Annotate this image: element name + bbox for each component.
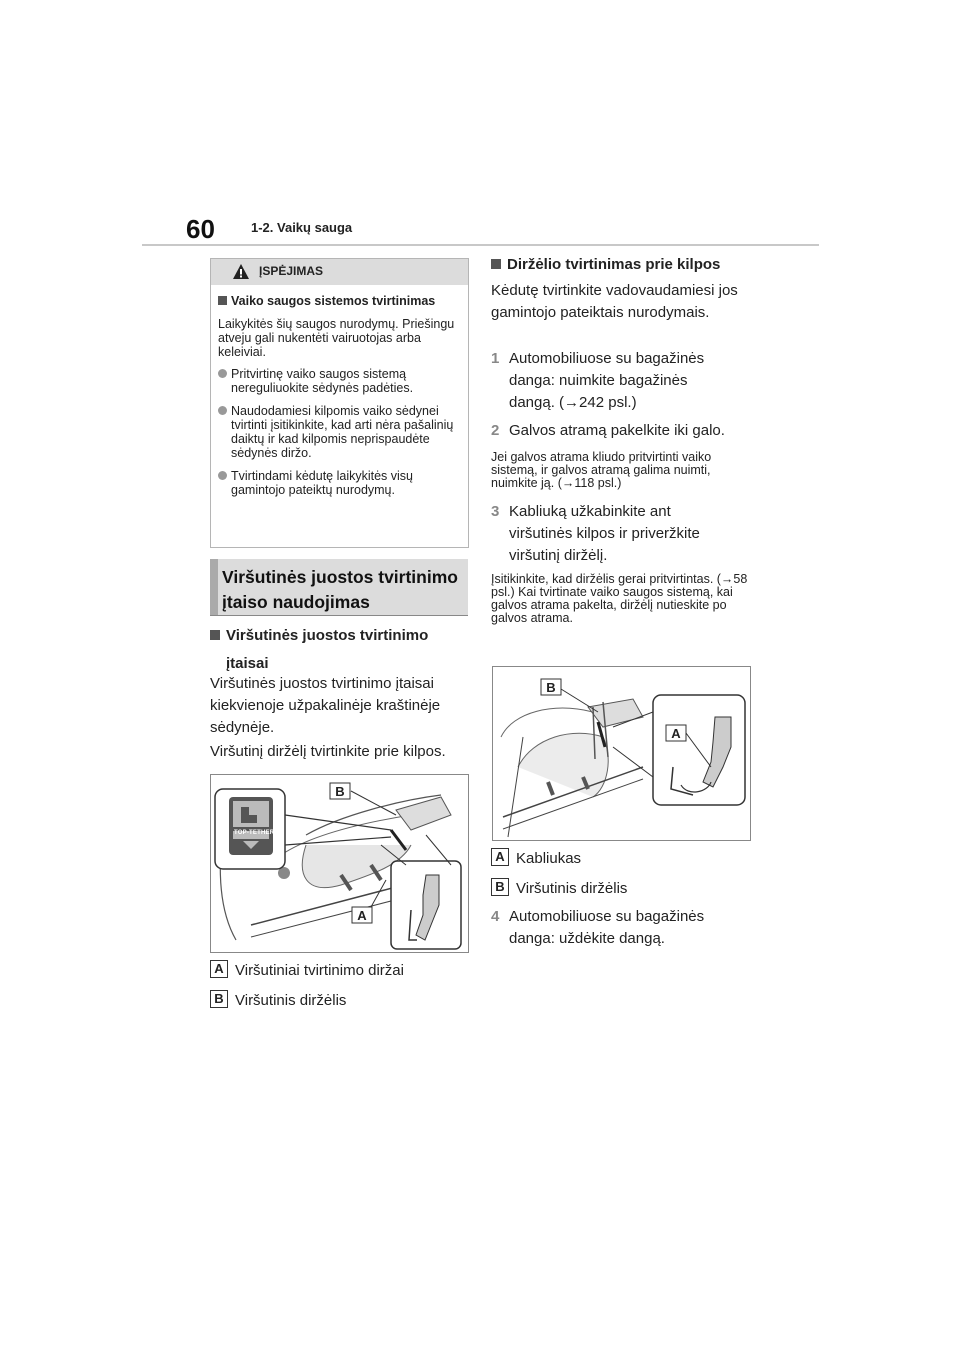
legend-item-a: A Kabliukas [491,848,581,870]
header-divider [142,244,819,246]
svg-text:B: B [546,680,556,695]
warning-intro: Laikykitės šių saugos nurodymų. Priešingu atveju gali nukentėti vairuotojas arba keleiviai. [218,317,455,359]
round-bullet-icon [218,369,227,378]
hook-attachment-illustration [492,666,751,841]
left-subheading: Viršutinės juostos tvirtinimo įtaisai [210,625,470,681]
square-bullet-icon [210,630,220,640]
square-bullet-icon [218,296,227,305]
step-3: 3 Kabliuką užkabinkite ant viršutinės kilpos ir priveržkite viršutinį diržėlį. [491,501,761,567]
warning-bullet: Pritvirtinę vaiko saugos sistemą nereguliuokite sėdynės padėties. [218,367,461,395]
warning-subtitle: Vaiko saugos sistemos tvirtinimas [218,294,461,308]
step-4: 4 Automobiliuose su bagažinės danga: uždėkite dangą. [491,906,761,950]
top-tether-label: TOP-TETHER [234,830,275,836]
warning-triangle-icon [232,263,250,280]
svg-text:B: B [335,784,345,799]
warning-title: ĮSPĖJIMAS [259,264,324,278]
warning-bullet: Tvirtindami kėdutę laikykitės visų gamintojo pateiktų nurodymų. [218,469,461,497]
legend-item-b: B Viršutinis diržėlis [210,990,346,1012]
step-number: 1 [491,350,500,367]
legend-item-a: A Viršutiniai tvirtinimo diržai [210,960,404,982]
left-paragraph-1: Viršutinės juostos tvirtinimo įtaisai kiekvienoje užpakalinėje kraštinėje sėdynėje. [210,675,441,736]
svg-text:A: A [357,908,367,923]
round-bullet-icon [218,406,227,415]
note-strap-check: Įsitikinkite, kad diržėlis gerai pritvirtintas. (→58 psl.) Kai tvirtinate vaiko saugos sistemą, kai galvos atrama pakelta, diržėlį nutieskite po galvos atrama. [491,572,748,625]
square-bullet-icon [491,259,501,269]
right-intro: Kėdutę tvirtinkite vadovaudamiesi jos gamintojo pateiktais nurodymais. [491,282,738,321]
legend-key: A [210,960,228,978]
legend-key: B [491,878,509,896]
section-heading-line1: Viršutinės juostos tvirtinimo [222,567,458,587]
warning-bullet: Naudodamiesi kilpomis vaiko sėdynei tvirtinti įsitikinkite, kad arti nėra pašalinių daiktų ir kad kilpomis neprispaudėte sėdynės diržo. [218,404,461,460]
legend-item-b: B Viršutinis diržėlis [491,878,627,900]
right-subheading: Diržėlio tvirtinimas prie kilpos [491,254,761,276]
legend-key: A [491,848,509,866]
section-heading-band [210,559,468,615]
page-number: 60 [186,214,215,244]
round-bullet-icon [218,471,227,480]
svg-text:A: A [671,726,681,741]
step-number: 3 [491,503,500,520]
step-2: 2 Galvos atramą pakelkite iki galo. [491,420,761,442]
top-tether-illustration [210,774,469,953]
warning-header [211,259,468,285]
section-title: 1-2. Vaikų sauga [251,220,353,235]
note-headrest: Jei galvos atrama kliudo pritvirtinti vaiko sistemą, ir galvos atramą galima nuimti, nuimkite ją. (→118 psl.) [491,450,712,490]
step-1: 1 Automobiliuose su bagažinės danga: nuimkite bagažinės dangą. (→242 psl.) [491,348,761,414]
step-number: 2 [491,422,500,439]
hook-drawing [493,667,750,840]
legend-key: B [210,990,228,1008]
warning-box [210,258,469,548]
left-paragraph-2: Viršutinį diržėlį tvirtinkite prie kilpos. [210,743,446,760]
step-number: 4 [491,908,500,925]
section-heading-line2: įtaiso naudojimas [222,592,370,612]
car-seat-drawing [211,775,468,952]
